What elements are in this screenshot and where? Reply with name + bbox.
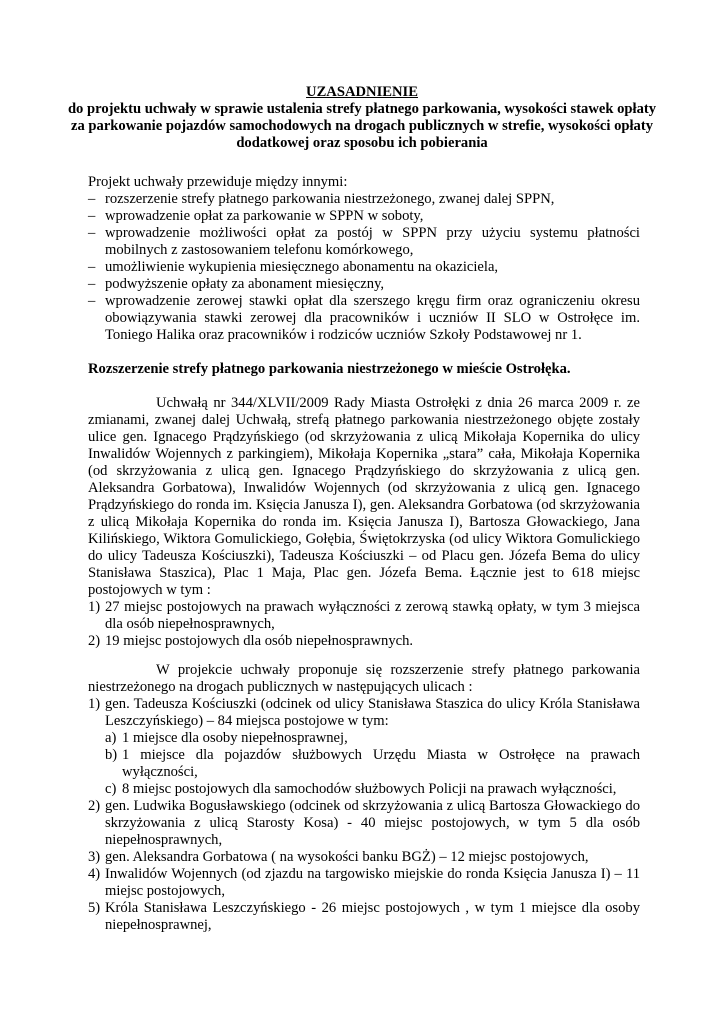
item-text: Inwalidów Wojennych (od zjazdu na targowisko miejskie do ronda Księcia Janusza I) – 11 miejsc postojowych, (105, 866, 640, 899)
list-item (88, 293, 640, 344)
dash-marker: – (88, 225, 96, 241)
list-item-text: wprowadzenie możliwości opłat za postój w SPPN przy użyciu systemu płatności mobilnych z zastosowaniem telefonu komórkowego, (105, 225, 640, 258)
paragraph-proposed-extension (88, 662, 640, 934)
dash-marker: – (88, 191, 96, 207)
sub-item-letter: b) (105, 747, 118, 763)
item-number: 4) (88, 866, 101, 882)
list-item-text: wprowadzenie zerowej stawki opłat dla szerszego kręgu firm oraz ograniczeniu okresu obowiązywania stawki zerowej dla pracowników i uczniów II SLO w Ostrołęce im. Toniego Halika oraz pracowników i rodziców uczniów Szkoły Podstawowej nr 1. (105, 293, 640, 343)
document-subtitle: do projektu uchwały w sprawie ustalenia strefy płatnego parkowania, wysokości stawek opłaty za parkowanie pojazdów samochodowych na drogach publicznych w strefie, wysokości opłaty dodatkowej oraz sposobu ich pobierania (67, 101, 657, 151)
sub-item (88, 781, 640, 798)
dash-marker: – (88, 208, 96, 224)
numbered-item (88, 798, 640, 849)
list-item (88, 259, 640, 276)
item-text: 19 miejsc postojowych dla osób niepełnosprawnych. (105, 633, 414, 649)
dash-marker: – (88, 259, 96, 275)
item-text: gen. Ludwika Bogusławskiego (odcinek od skrzyżowania z ulicą Bartosza Głowackiego do skrzyżowania z ulicą Starosty Kosa) - 40 miejsc postojowych, w tym 5 dla osób niepełnosprawnych, (105, 798, 640, 848)
item-text: 27 miejsc postojowych na prawach wyłączności z zerową stawką opłaty, w tym 3 miejsca dla osób niepełnosprawnych, (105, 599, 640, 632)
paragraph-text: W projekcie uchwały proponuje się rozszerzenie strefy płatnego parkowania niestrzeżonego na drogach publicznych w następujących ulicach : (88, 662, 640, 695)
sub-item-text: 1 miejsce dla osoby niepełnosprawnej, (122, 730, 348, 746)
intro-lead: Projekt uchwały przewiduje między innymi: (88, 174, 348, 190)
document-title: UZASADNIENIE (306, 84, 418, 100)
item-text: Króla Stanisława Leszczyńskiego - 26 miejsc postojowych , w tym 1 miejsce dla osoby niepełnosprawnej, (105, 900, 640, 933)
list-item (88, 276, 640, 293)
sub-item-letter: a) (105, 730, 117, 746)
list-item-text: podwyższenie opłaty za abonament miesięczny, (105, 276, 385, 292)
sub-item-text: 1 miejsce dla pojazdów służbowych Urzędu Miasta w Ostrołęce na prawach wyłączności, (122, 747, 640, 780)
item-number: 2) (88, 633, 101, 649)
paragraph-text: Uchwałą nr 344/XLVII/2009 Rady Miasta Ostrołęki z dnia 26 marca 2009 r. ze zmianami, zwanej dalej Uchwałą, strefą płatnego parkowania niestrzeżonego objęte zostały ulice gen. Ignacego Prądzyńskiego (od skrzyżowania z ulicą Mikołaja Kopernika do ulicy Inwalidów Wojennych z parkingiem), Mikołaja Kopernika „stara” cała, Mikołaja Kopernika (od skrzyżowania z ulicą gen. Ignacego Prądzyńskiego do skrzyżowania z ulicą gen. Aleksandra Gorbatowa), Inwalidów Wojennych (od skrzyżowania z ulicą gen. Ignacego Prądzyńskiego do ronda im. Księcia Janusza I), gen. Aleksandra Gorbatowa (od skrzyżowania z ulicą Mikołaja Kopernika do ronda im. Księcia Janusza I), Bartosza Głowackiego, Jana Kilińskiego, Wiktora Gomulickiego, Gołębia, Świętokrzyska (od ulicy Wiktora Gomulickiego do ulicy Tadeusza Kościuszki), Tadeusza Kościuszki – od Placu gen. Józefa Bema do ulicy Stanisława Staszica), Plac 1 Maja, Plac gen. Józefa Bema. Łącznie jest to 618 miejsc postojowych w tym : (88, 395, 640, 598)
intro-list (88, 191, 640, 344)
item-text: gen. Aleksandra Gorbatowa ( na wysokości banku BGŻ) – 12 miejsc postojowych, (105, 849, 589, 865)
sub-item (88, 747, 640, 781)
list-item (88, 208, 640, 225)
paragraph-existing-zone (88, 395, 640, 650)
list-item-text: wprowadzenie opłat za parkowanie w SPPN w soboty, (105, 208, 424, 224)
numbered-item (88, 900, 640, 934)
section-heading: Rozszerzenie strefy płatnego parkowania niestrzeżonego w mieście Ostrołęka. (88, 361, 571, 377)
sub-item-letter: c) (105, 781, 117, 797)
dash-marker: – (88, 293, 96, 309)
sub-item (88, 730, 640, 747)
sub-item-text: 8 miejsc postojowych dla samochodów służbowych Policji na prawach wyłączności, (122, 781, 617, 797)
item-number: 2) (88, 798, 101, 814)
document-header (60, 84, 664, 152)
list-item-text: rozszerzenie strefy płatnego parkowania niestrzeżonego, zwanej dalej SPPN, (105, 191, 555, 207)
numbered-item (88, 849, 640, 866)
item-number: 3) (88, 849, 101, 865)
numbered-item (88, 599, 640, 633)
dash-marker: – (88, 276, 96, 292)
item-number: 5) (88, 900, 101, 916)
list-item-text: umożliwienie wykupienia miesięcznego abonamentu na okaziciela, (105, 259, 499, 275)
numbered-item (88, 696, 640, 730)
numbered-item (88, 633, 640, 650)
item-number: 1) (88, 696, 101, 712)
list-item (88, 191, 640, 208)
list-item (88, 225, 640, 259)
numbered-item (88, 866, 640, 900)
item-number: 1) (88, 599, 101, 615)
item-text: gen. Tadeusza Kościuszki (odcinek od ulicy Stanisława Staszica do ulicy Króla Stanisława Leszczyńskiego) – 84 miejsca postojowe w tym: (105, 696, 640, 729)
